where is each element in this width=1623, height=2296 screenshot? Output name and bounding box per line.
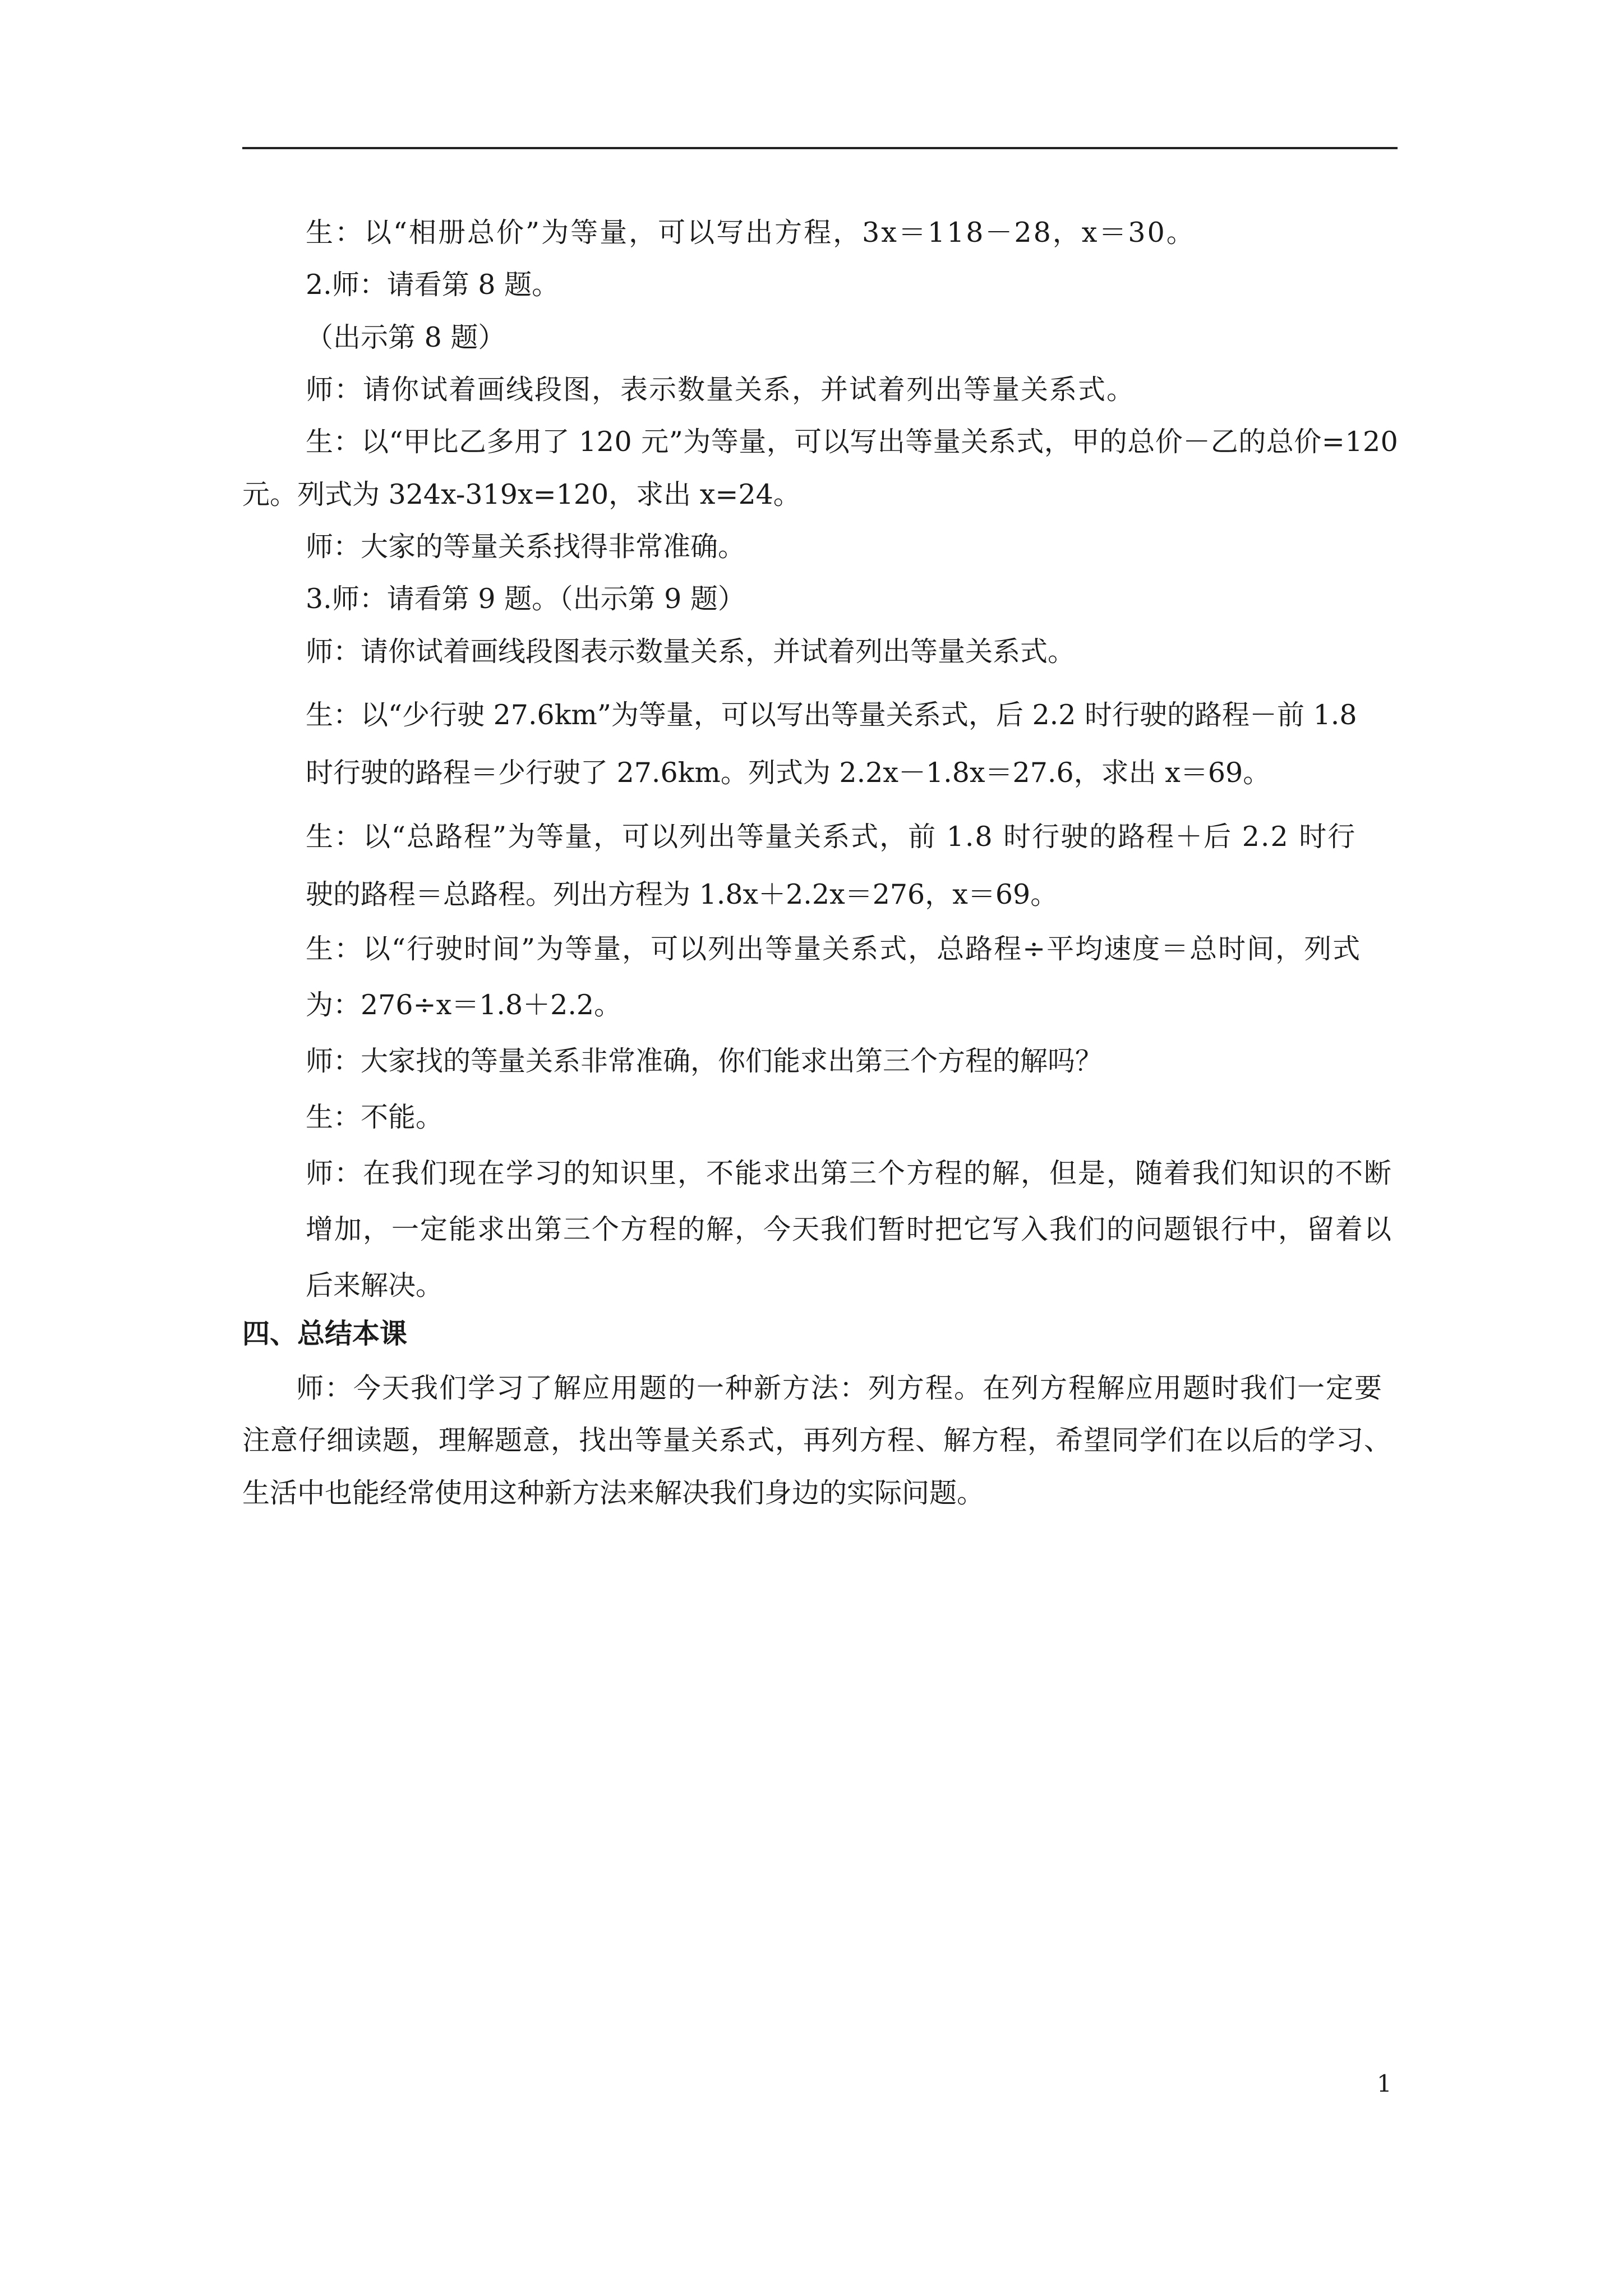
para-line: 生：以“行驶时间”为等量，可以列出等量关系式，总路程÷平均速度＝总时间，列式 [306, 933, 1362, 965]
para-line: 增加，一定能求出第三个方程的解，今天我们暂时把它写入我们的问题银行中，留着以 [306, 1213, 1393, 1245]
para-line: 生：不能。 [306, 1101, 444, 1133]
para-line: 生：以“少行驶 27.6km”为等量，可以写出等量关系式，后 2.2 时行驶的路程－前 1.8 [306, 699, 1357, 731]
para-line: 生：以“相册总价”为等量，可以写出方程，3x＝118－28，x＝30。 [306, 217, 1196, 249]
para-line: 2.师：请看第 8 题。 [306, 269, 560, 301]
header-rule [242, 147, 1398, 149]
para-line: 生活中也能经常使用这种新方法来解决我们身边的实际问题。 [242, 1477, 985, 1509]
para-line: 师：请你试着画线段图表示数量关系，并试着列出等量关系式。 [306, 636, 1076, 668]
page-number: 1 [1377, 2070, 1392, 2097]
para-line: 师：请你试着画线段图，表示数量关系，并试着列出等量关系式。 [306, 374, 1136, 406]
para-line: 师：大家找的等量关系非常准确，你们能求出第三个方程的解吗？ [306, 1045, 1103, 1077]
section-heading: 四、总结本课 [242, 1318, 408, 1350]
para-line: 师：今天我们学习了解应用题的一种新方法：列方程。在列方程解应用题时我们一定要 [296, 1372, 1384, 1404]
para-line: 3.师：请看第 9 题。（出示第 9 题） [306, 583, 745, 615]
para-line: 生：以“甲比乙多用了 120 元”为等量，可以写出等量关系式，甲的总价－乙的总价=120 [306, 426, 1399, 458]
para-line: 元。列式为 324x-319x=120，求出 x=24。 [242, 478, 801, 510]
para-line: 注意仔细读题，理解题意，找出等量关系式，再列方程、解方程，希望同学们在以后的学习、 [242, 1424, 1393, 1456]
para-line: 生：以“总路程”为等量，可以列出等量关系式，前 1.8 时行驶的路程＋后 2.2 时行 [306, 821, 1357, 853]
para-line: 驶的路程＝总路程。列出方程为 1.8x＋2.2x＝276，x＝69。 [306, 878, 1058, 910]
para-line: 时行驶的路程＝少行驶了 27.6km。列式为 2.2x－1.8x＝27.6，求出 x＝69。 [306, 757, 1271, 789]
para-line: 师：大家的等量关系找得非常准确。 [306, 531, 746, 563]
para-line: 师：在我们现在学习的知识里，不能求出第三个方程的解，但是，随着我们知识的不断 [306, 1157, 1393, 1189]
para-line: 为：276÷x＝1.8＋2.2。 [306, 989, 622, 1021]
para-line: （出示第 8 题） [306, 321, 506, 353]
para-line: 后来解决。 [306, 1269, 444, 1301]
